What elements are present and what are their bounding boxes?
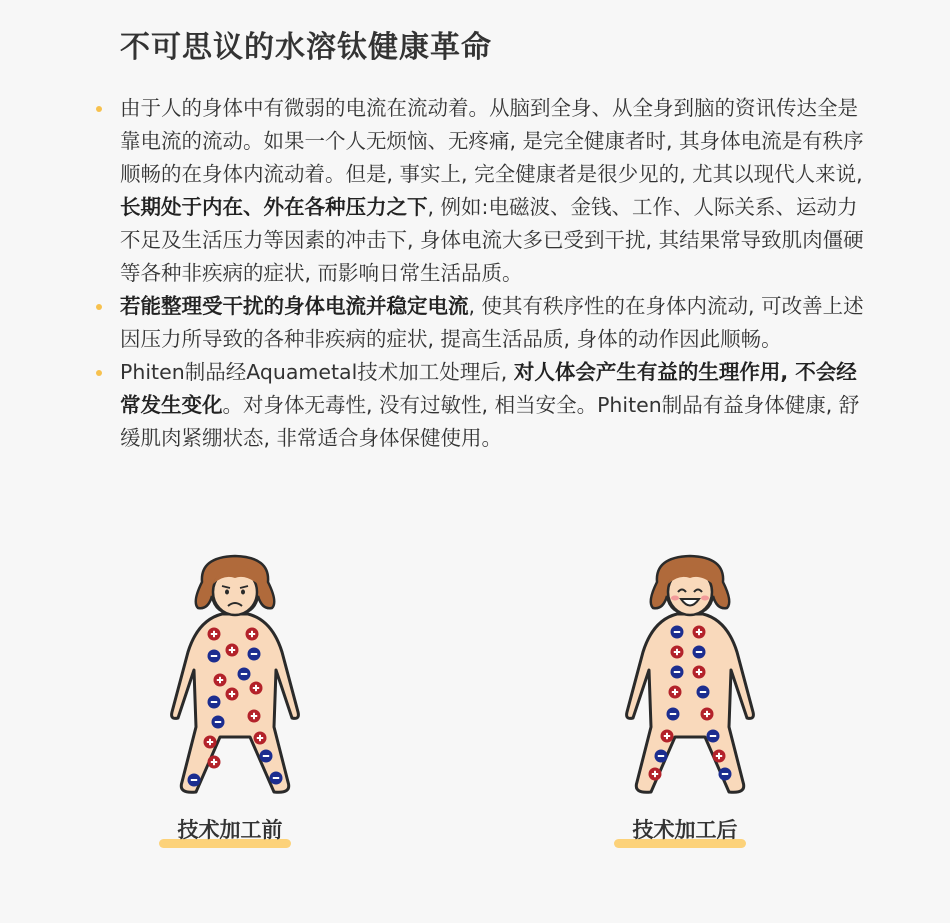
head — [196, 556, 275, 615]
negative-charge-icon — [212, 716, 225, 729]
positive-charge-icon — [248, 710, 261, 723]
negative-charge-icon — [260, 750, 273, 763]
bullet-text-1b: 长期处于内在、外在各种压力之下 — [120, 195, 428, 219]
positive-charge-icon — [693, 626, 706, 639]
positive-charge-icon — [204, 736, 217, 749]
page-title: 不可思议的水溶钛健康革命 — [120, 30, 492, 65]
bullet-list — [94, 92, 864, 455]
bullet-dot — [96, 370, 102, 376]
bullet-dot — [96, 304, 102, 310]
positive-charge-icon — [226, 644, 239, 657]
bullet-item — [94, 92, 864, 290]
bullet-text-2a: 若能整理受干扰的身体电流并稳定电流 — [120, 294, 469, 318]
negative-charge-icon — [667, 708, 680, 721]
bullet-text-1a: 由于人的身体中有微弱的电流在流动着。从脑到全身、从全身到脑的资讯传达全是靠电流的流动。如果一个人无烦恼、无疼痛, 是完全健康者时, 其身体电流是有秩序顺畅的在身体内流动着。但是, 事实上, 完全健康者是很少见的, 尤其以现代人来说, — [120, 96, 864, 186]
positive-charge-icon — [693, 666, 706, 679]
negative-charge-icon — [270, 772, 283, 785]
positive-charge-icon — [649, 768, 662, 781]
after-caption — [610, 814, 760, 844]
after-caption-text: 技术加工后 — [632, 818, 738, 842]
bullet-text-3a: Phiten制品经Aquametal技术加工处理后, — [120, 360, 514, 384]
bullet-text-1c: , 例如:电磁波、金钱、工作、人际关系、运动力不足及生活压力等因素的冲击下, 身体电流大多已受到干扰, 其结果常导致肌肉僵硬等各种非疾病的症状, 而影响日常生活品质。 — [120, 195, 864, 285]
before-figure-illustration — [160, 552, 310, 802]
negative-charge-icon — [248, 648, 261, 661]
negative-charge-icon — [693, 646, 706, 659]
positive-charge-icon — [669, 686, 682, 699]
negative-charge-icon — [671, 666, 684, 679]
positive-charge-icon — [713, 750, 726, 763]
before-caption-text: 技术加工前 — [177, 818, 283, 842]
body-silhouette — [172, 614, 299, 792]
bullet-dot — [96, 106, 102, 112]
positive-charge-icon — [226, 688, 239, 701]
bullet-item — [94, 290, 864, 356]
positive-charge-icon — [661, 730, 674, 743]
negative-charge-icon — [655, 750, 668, 763]
negative-charge-icon — [719, 768, 732, 781]
positive-charge-icon — [208, 628, 221, 641]
positive-charge-icon — [250, 682, 263, 695]
bullet-text-2b: , 使其有秩序性的在身体内流动, 可改善上述因压力所导致的各种非疾病的症状, 提高生活品质, 身体的动作因此顺畅。 — [120, 294, 864, 351]
before-caption — [155, 814, 305, 844]
bullet-text-3b: 对人体会产生有益的生理作用, 不会经常发生变化 — [120, 360, 857, 417]
negative-charge-icon — [707, 730, 720, 743]
negative-charge-icon — [697, 686, 710, 699]
negative-charge-icon — [671, 626, 684, 639]
bullet-text-3c: 。对身体无毒性, 没有过敏性, 相当安全。Phiten制品有益身体健康, 舒缓肌肉紧绷状态, 非常适合身体保健使用。 — [120, 393, 860, 450]
positive-charge-icon — [671, 646, 684, 659]
body-silhouette — [627, 614, 754, 792]
negative-charge-icon — [208, 696, 221, 709]
positive-charge-icon — [254, 732, 267, 745]
positive-charge-icon — [214, 674, 227, 687]
negative-charge-icon — [238, 668, 251, 681]
negative-charge-icon — [208, 650, 221, 663]
head — [651, 556, 730, 615]
bullet-item — [94, 356, 864, 455]
negative-charge-icon — [188, 774, 201, 787]
positive-charge-icon — [208, 756, 221, 769]
after-figure-illustration — [615, 552, 765, 802]
positive-charge-icon — [701, 708, 714, 721]
positive-charge-icon — [246, 628, 259, 641]
